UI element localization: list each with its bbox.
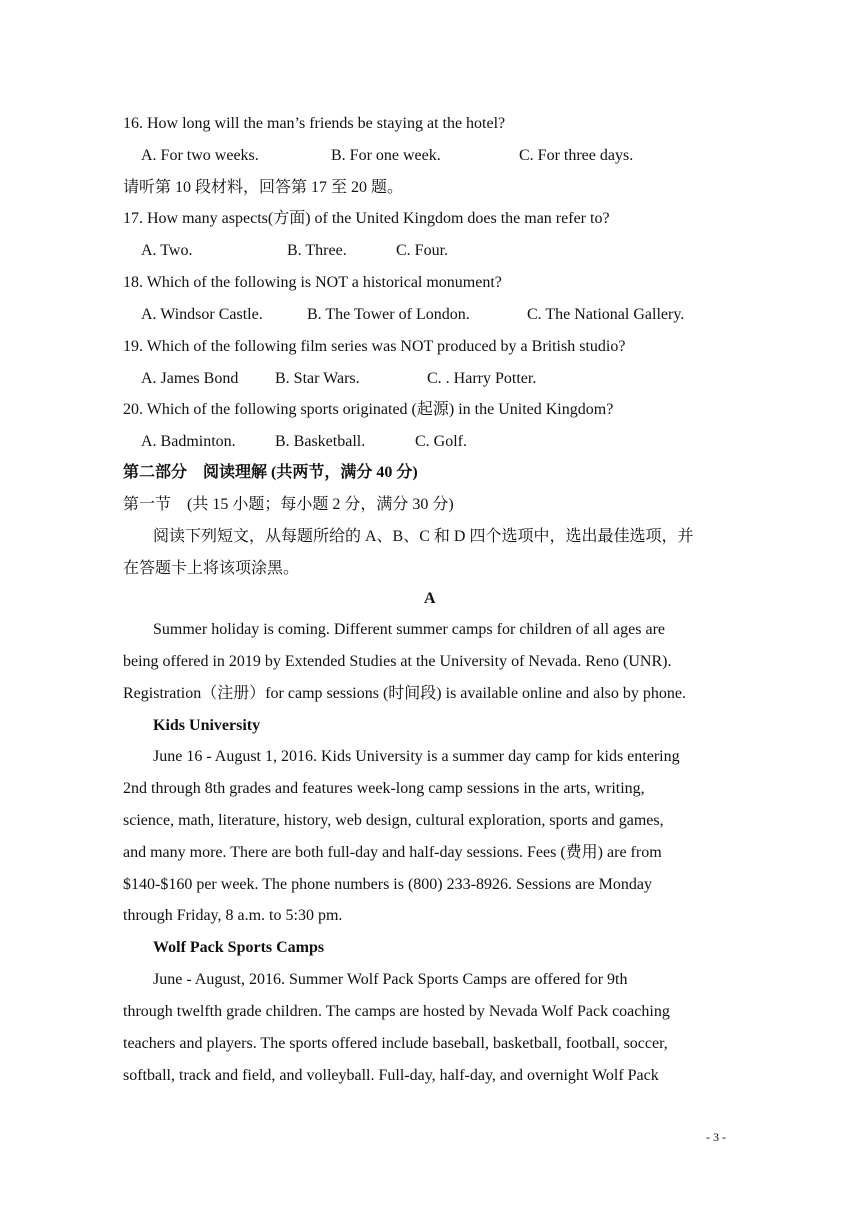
option-a: A. Two. [141,242,193,259]
option-c: C. For three days. [519,147,634,164]
part2-heading: 第二部分 阅读理解 (共两节，满分 40 分) [123,464,418,481]
option-a: A. Badminton. [141,433,236,450]
option-b: B. Star Wars. [275,370,360,387]
option-b: B. Three. [287,242,347,259]
question-18-stem: 18. Which of the following is NOT a historical monument? [123,274,502,291]
question-16-stem: 16. How long will the man’s friends be staying at the hotel? [123,115,506,132]
option-a: A. For two weeks. [141,147,259,164]
directions-line-2: 在答题卡上将该项涂黑。 [123,560,300,577]
wolf-line-3: teachers and players. The sports offered include baseball, basketball, football, soccer, [123,1035,668,1052]
wolf-line-2: through twelfth grade children. The camps are hosted by Nevada Wolf Pack coaching [123,1003,670,1020]
option-c: C. Golf. [415,433,467,450]
kids-line-4: and many more. There are both full-day and half-day sessions. Fees (费用) are from [123,844,662,861]
intro-line-2: being offered in 2019 by Extended Studies at the University of Nevada. Reno (UNR). [123,653,672,670]
wolf-line-4: softball, track and field, and volleyball. Full-day, half-day, and overnight Wolf Pack [123,1067,659,1084]
option-a: A. James Bond [141,370,239,387]
question-19-stem: 19. Which of the following film series was NOT produced by a British studio? [123,338,626,355]
option-b: B. The Tower of London. [307,306,470,323]
kids-line-2: 2nd through 8th grades and features week-long camp sessions in the arts, writing, [123,780,645,797]
intro-line-1: Summer holiday is coming. Different summer camps for children of all ages are [153,621,665,638]
question-17-stem: 17. How many aspects(方面) of the United Kingdom does the man refer to? [123,210,610,227]
kids-line-5: $140-$160 per week. The phone numbers is (800) 233-8926. Sessions are Monday [123,876,652,893]
option-b: B. For one week. [331,147,441,164]
wolf-pack-heading: Wolf Pack Sports Camps [153,939,325,956]
page-number: - 3 - [706,1130,726,1144]
option-c: C. . Harry Potter. [427,370,537,387]
option-a: A. Windsor Castle. [141,306,263,323]
kids-line-6: through Friday, 8 a.m. to 5:30 pm. [123,907,343,924]
question-20-stem: 20. Which of the following sports originated (起源) in the United Kingdom? [123,401,614,418]
section1-heading: 第一节 (共 15 小题；每小题 2 分，满分 30 分) [123,496,454,513]
intro-line-3: Registration（注册）for camp sessions (时间段) is available online and also by phone. [123,685,687,702]
listening-instruction: 请听第 10 段材料，回答第 17 至 20 题。 [123,179,404,196]
option-b: B. Basketball. [275,433,366,450]
option-c: C. The National Gallery. [527,306,685,323]
kids-university-heading: Kids University [153,717,261,734]
passage-title: A [424,590,436,607]
directions-line-1: 阅读下列短文，从每题所给的 A、B、C 和 D 四个选项中，选出最佳选项，并 [153,528,694,545]
option-c: C. Four. [396,242,449,259]
kids-line-1: June 16 - August 1, 2016. Kids University is a summer day camp for kids entering [153,748,680,765]
wolf-line-1: June - August, 2016. Summer Wolf Pack Sports Camps are offered for 9th [153,971,628,988]
kids-line-3: science, math, literature, history, web design, cultural exploration, sports and games, [123,812,664,829]
